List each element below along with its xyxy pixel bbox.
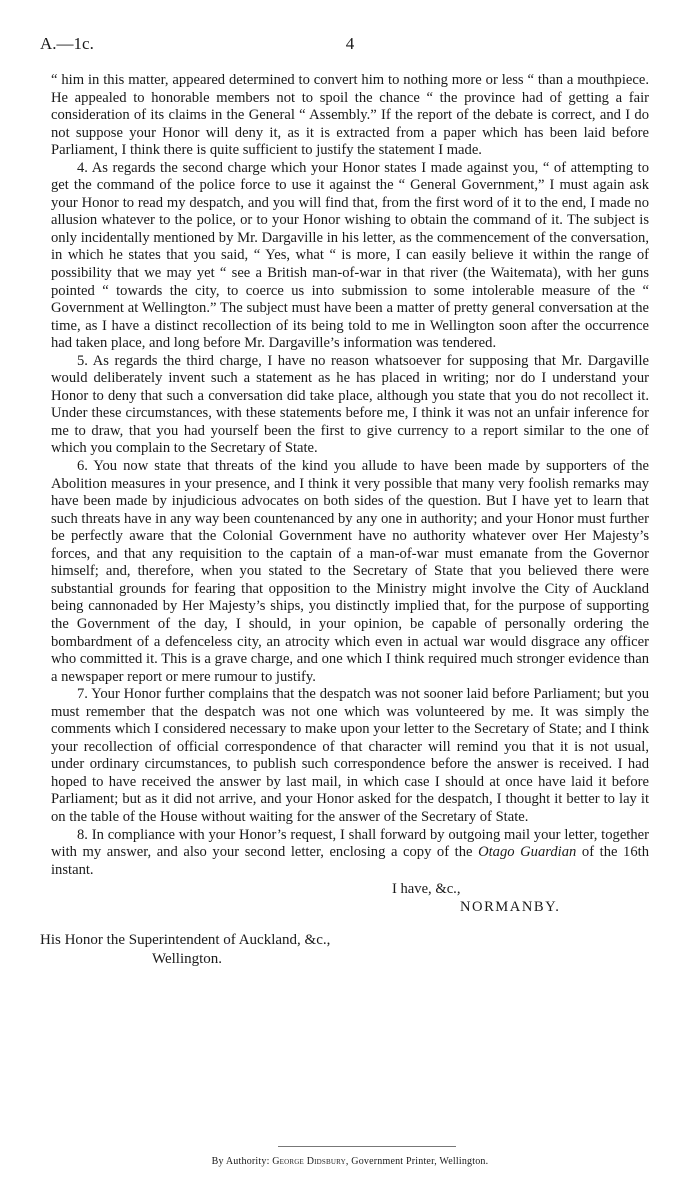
- printer-name: George Didsbury: [272, 1156, 346, 1167]
- letter-body: [51, 72, 649, 879]
- paragraph-continuation: “ him in this matter, appeared determined to convert him to nothing more or less “ than a mouthpiece. He appealed to honorable members not to spoil the chance “ the province had of getting a fair consideration of its claims in the General “ Assembly.” If the report of the debate is correct, and I do not suppose your Honor will deny it, as it is extracted from a paper which has been laid before Parliament, I think there is quite sufficient to justify the statement I made.: [51, 72, 649, 159]
- paragraph-8-text-a: 8. In compliance with your Honor’s request, I shall forward by outgoing mail your letter, together with my answer, and also your second letter, enclosing a copy of the: [51, 826, 649, 861]
- newspaper-title: Otago Guardian: [478, 844, 577, 861]
- footer-rule: [278, 1146, 456, 1147]
- imprint-suffix: , Government Printer, Wellington.: [345, 1156, 489, 1167]
- page-number: 4: [345, 34, 355, 53]
- signature: NORMANBY.: [460, 899, 561, 915]
- paragraph-8-text-b: of the 16th instant.: [51, 844, 649, 878]
- document-reference: A.—1c.: [40, 34, 94, 53]
- addressee-line: His Honor the Superintendent of Auckland, &c.,: [40, 932, 331, 948]
- addressee-location: Wellington.: [152, 951, 223, 967]
- imprint-prefix: By Authority:: [211, 1156, 273, 1167]
- page-header: [40, 34, 660, 58]
- paragraph-7: 7. Your Honor further complains that the despatch was not sooner laid before Parliament; but you must remember that the despatch was not one which was volunteered by me. It was simply the comments which I considered necessary to make upon your letter to the Secretary of State; and I think your recollection of official correspondence of that character will remind you that it is not usual, under ordinary circumstances, to publish such correspondence before the answer is received. I had hoped to have received the answer by last mail, in which case I should at once have laid it before Parliament; but as it did not arrive, and your Honor asked for the despatch, I thought it better to lay it on the table of the House without waiting for the answer of the Secretary of State.: [51, 686, 649, 825]
- closing-salutation: I have, &c.,: [392, 881, 461, 897]
- paragraph-4: 4. As regards the second charge which your Honor states I made against you, “ of attempting to get the command of the police force to use it against the “ General Government,” I must again ask your Honor to read my despatch, and you will find that, from the first word of it to the end, I made no allusion whatever to the police, or to your Honor wishing to obtain the command of it. The subject is only incidentally mentioned by Mr. Dargaville in his letter, as the commencement of the conversation, in which he states that you said, “ Yes, what “ is more, I can easily believe it within the range of possibility that we may yet “ see a British man-of-war in that river (the Waitemata), with her guns pointed “ towards the city, to coerce us into submission to some intolerable measure of the “ Government at Wellington.” The subject must have been a matter of pretty general conversation at the time, as I have a distinct recollection of its being told to me in Wellington soon after the occurrence had taken place, and long before Mr. Dargaville’s information was tendered.: [51, 159, 649, 352]
- printer-imprint: [0, 1156, 700, 1167]
- paragraph-5: 5. As regards the third charge, I have no reason whatsoever for supposing that Mr. Dargaville would deliberately invent such a statement as he has placed in writing; nor do I understand your Honor to deny that such a conversation did take place, although you state that you do not recollect it. Under these circumstances, with these statements before me, I think it was not an unfair inference for me to draw, that you had yourself been the first to give currency to a report similar to the one of which you complain to the Secretary of State.: [51, 352, 649, 457]
- paragraph-6: 6. You now state that threats of the kind you allude to have been made by supporters of the Abolition measures in your presence, and I think it very possible that many very foolish remarks may have been made by injudicious advocates on both sides of the question. But I have yet to learn that such threats have in any way been countenanced by any one in authority; and your Honor must further be perfectly aware that the Colonial Government have no authority whatever over Her Majesty’s forces, and that any requisition to the captain of a man-of-war must emanate from the Governor himself; and, therefore, when you stated to the Secretary of State that you believed there were substantial grounds for fearing that opposition to the Ministry might involve the City of Auckland being cannonaded by Her Majesty’s ships, you distinctly implied that, for the purpose of supporting the Government of the day, I should, in your opinion, be capable of personally ordering the bombardment of a defenceless city, an atrocity which even in actual war would disgrace any officer who committed it. This is a grave charge, and one which I think required much stronger evidence than a newspaper report or mere rumour to justify.: [51, 458, 649, 685]
- paragraph-8: [51, 827, 649, 880]
